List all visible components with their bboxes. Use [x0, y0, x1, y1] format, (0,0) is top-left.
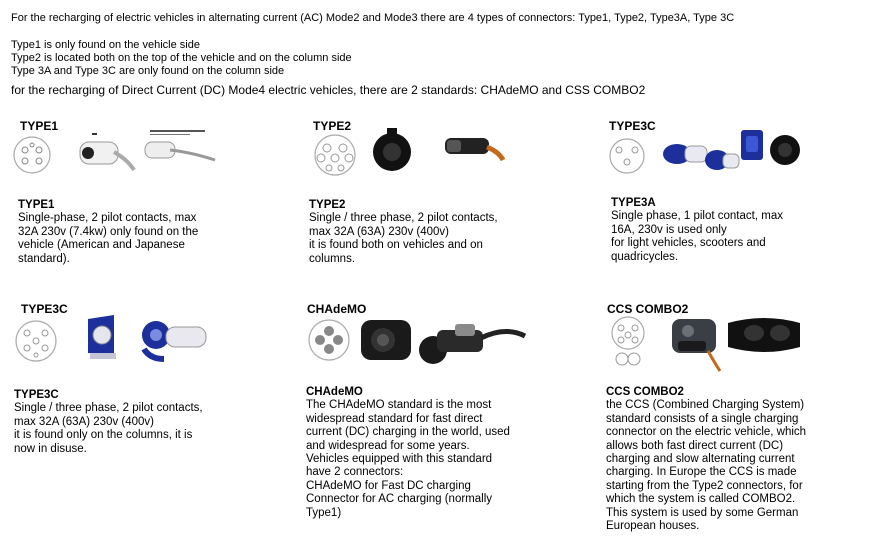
type2-images: [307, 122, 517, 177]
type3c-line: Single / three phase, 2 pilot contacts,: [14, 402, 203, 415]
intro-line-3: Type2 is located both on the top of the vehicle and on the column side: [11, 52, 352, 64]
type1-plug-icon: [80, 133, 134, 170]
type1-line: vehicle (American and Japanese: [18, 239, 185, 252]
type3c-line: it is found only on the columns, it is: [14, 429, 193, 442]
type1-socket-icon: [14, 137, 50, 173]
type3a-black-inlet-icon: [770, 135, 800, 165]
ccs-line: charging and slow alternating current: [606, 453, 795, 466]
type1-images: [10, 130, 220, 180]
type3a-line: quadricycles.: [611, 250, 679, 263]
type2-inlet-icon: [373, 128, 411, 171]
type3a-heading: TYPE3A: [611, 197, 656, 209]
type2-line: it is found both on vehicles and on: [309, 239, 483, 252]
type3a-description: [611, 197, 841, 264]
ccs-heading: CCS COMBO2: [606, 386, 684, 398]
chademo-socket-icon: [309, 320, 349, 360]
type3a-blue-socket-icon: [741, 130, 763, 160]
chademo-line: widespread standard for fast direct: [306, 412, 483, 425]
ccs-line: the CCS (Combined Charging System): [606, 399, 805, 412]
ccs-title: CCS COMBO2: [607, 302, 689, 316]
type1-cable-icon: [145, 130, 215, 160]
type3c-blue-socket-icon: [88, 315, 116, 359]
chademo-line: current (DC) charging in the world, used: [306, 426, 510, 439]
type3c-socket-icon: [16, 321, 56, 361]
ccs-description: [606, 386, 876, 533]
type2-socket-icon: [315, 135, 355, 175]
type3c-line: now in disuse.: [14, 442, 87, 455]
chademo-line: and widespread for some years.: [306, 439, 470, 452]
type2-line: max 32A (63A) 230v (400v): [309, 225, 449, 238]
type3a-socket-icon: [610, 139, 644, 173]
ccs-line: connector on the electric vehicle, which: [606, 426, 807, 439]
ccs-line: standard consists of a single charging: [606, 412, 799, 425]
type1-title: TYPE1: [20, 119, 59, 133]
type2-description: [309, 199, 559, 266]
type2-title: TYPE2: [313, 119, 352, 133]
type2-line: columns.: [309, 252, 356, 265]
type1-heading: TYPE1: [18, 199, 55, 211]
ccs-socket-icon: [612, 317, 644, 365]
chademo-line: CHAdeMO for Fast DC charging: [306, 479, 471, 492]
type3c-title: TYPE3C: [21, 302, 68, 316]
type3a-title: TYPE3C: [609, 119, 656, 133]
type3c-images: [10, 313, 220, 365]
type3a-blue-plug-icon: [663, 144, 739, 170]
chademo-line: Type1): [306, 506, 342, 519]
chademo-heading: CHAdeMO: [306, 386, 363, 398]
type3a-images: [605, 128, 805, 180]
chademo-inlet-icon: [361, 320, 411, 360]
type2-heading: TYPE2: [309, 199, 346, 211]
ccs-images: [604, 313, 814, 375]
type1-line: Single-phase, 2 pilot contacts, max: [18, 212, 197, 225]
ccs-plug-icon: [672, 319, 720, 371]
chademo-images: [305, 316, 535, 368]
type2-plug-icon: [445, 138, 503, 160]
ccs-line: This system is used by some German: [606, 506, 799, 519]
type3c-heading: TYPE3C: [14, 389, 59, 401]
chademo-line: Connector for AC charging (normally: [306, 493, 492, 506]
ccs-line: starting from the Type2 connectors, for: [606, 479, 803, 492]
type1-description: [18, 199, 258, 266]
intro-line-4: Type 3A and Type 3C are only found on the column side: [11, 65, 285, 77]
chademo-description: [306, 386, 576, 520]
ccs-line: allows both fast direct current (DC): [606, 439, 784, 452]
type3c-description: [14, 389, 264, 456]
chademo-line: Vehicles equipped with this standard: [306, 453, 493, 466]
type1-line: 32A 230v (7.4kw) only found on the: [18, 225, 199, 238]
ccs-inlet-icon: [728, 318, 800, 352]
chademo-line: have 2 connectors:: [306, 466, 404, 479]
chademo-title: CHAdeMO: [307, 302, 367, 316]
ccs-line: European houses.: [606, 520, 700, 533]
type3a-line: 16A, 230v is used only: [611, 223, 727, 236]
intro-line-5: for the recharging of Direct Current (DC) Mode4 electric vehicles, there are 2 standards: CHAdeMO and CSS COMBO2: [11, 83, 646, 97]
type2-line: Single / three phase, 2 pilot contacts,: [309, 212, 498, 225]
ccs-line: charging. In Europe the CCS is made: [606, 466, 797, 479]
type3c-blue-plug-icon: [142, 321, 206, 359]
chademo-plug-icon: [419, 324, 525, 364]
ccs-line: which the system is called COMBO2.: [606, 493, 796, 506]
intro-line-2: Type1 is only found on the vehicle side: [11, 39, 200, 51]
type3c-line: max 32A (63A) 230v (400v): [14, 415, 154, 428]
intro-line-1: For the recharging of electric vehicles in alternating current (AC) Mode2 and Mode3 there are 4 types of connectors: Type1, Type2, Type3A, Type 3C: [11, 12, 735, 24]
type3a-line: Single phase, 1 pilot contact, max: [611, 210, 783, 223]
type3a-line: for light vehicles, scooters and: [611, 237, 766, 250]
type1-line: standard).: [18, 252, 70, 265]
chademo-line: The CHAdeMO standard is the most: [306, 399, 492, 412]
